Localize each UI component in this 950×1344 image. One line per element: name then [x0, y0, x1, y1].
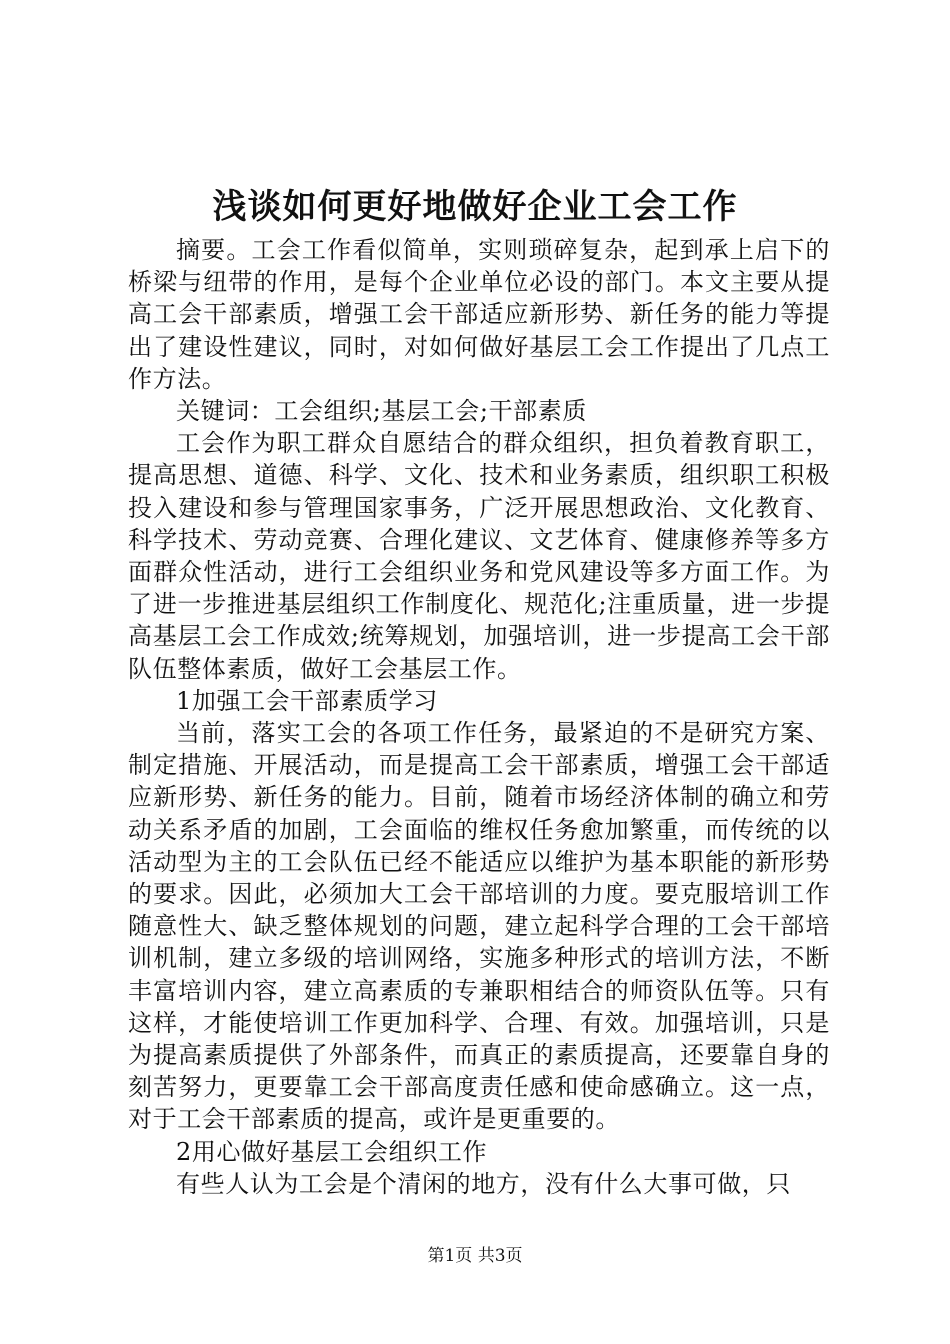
keywords-paragraph: 关键词：工会组织;基层工会;干部素质: [176, 397, 587, 426]
page-footer: 第1页 共3页: [427, 1246, 523, 1266]
section-heading-2: 2用心做好基层工会组织工作: [176, 1137, 488, 1166]
section-2-paragraph: 有些人认为工会是个清闲的地方，没有什么大事可做，只: [176, 1169, 791, 1198]
section-1-paragraph: 当前，落实工会的各项工作任务，最紧迫的不是研究方案、制定措施、开展活动，而是提高工会干部素质，增强工会干部适应新形势、新任务的能力。目前，随着市场经济体制的确立和劳动关系矛盾的加剧，工会面临的维权任务愈加繁重，而传统的以活动型为主的工会队伍已经不能适应以维护为基本职能的新形势的要求。因此，必须加大工会干部培训的力度。要克服培训工作随意性大、缺乏整体规划的问题，建立起科学合理的工会干部培训机制，建立多级的培训网络，实施多种形式的培训方法，不断丰富培训内容，建立高素质的专兼职相结合的师资队伍等。只有这样，才能使培训工作更加科学、合理、有效。加强培训，只是为提高素质提供了外部条件，而真正的素质提高，还要靠自身的刻苦努力，更要靠工会干部高度责任感和使命感确立。这一点，对于工会干部素质的提高，或许是更重要的。: [128, 719, 830, 1134]
intro-paragraph: 工会作为职工群众自愿结合的群众组织，担负着教育职工，提高思想、道德、科学、文化、技术和业务素质，组织职工积极投入建设和参与管理国家事务，广泛开展思想政治、文化教育、科学技术、劳动竞赛、合理化建议、文艺体育、健康修养等多方面群众性活动，进行工会组织业务和党风建设等多方面工作。为了进一步推进基层组织工作制度化、规范化;注重质量，进一步提高基层工会工作成效;统筹规划，加强培训，进一步提高工会干部队伍整体素质，做好工会基层工作。: [128, 429, 830, 683]
document-title: 浅谈如何更好地做好企业工会工作: [212, 187, 738, 227]
abstract-paragraph: 摘要。工会工作看似简单，实则琐碎复杂，起到承上启下的桥梁与纽带的作用，是每个企业单位必设的部门。本文主要从提高工会干部素质，增强工会干部适应新形势、新任务的能力等提出了建设性建议，同时，对如何做好基层工会工作提出了几点工作方法。: [128, 236, 830, 393]
section-heading-1: 1加强工会干部素质学习: [176, 686, 438, 715]
document-body: [128, 234, 830, 1200]
